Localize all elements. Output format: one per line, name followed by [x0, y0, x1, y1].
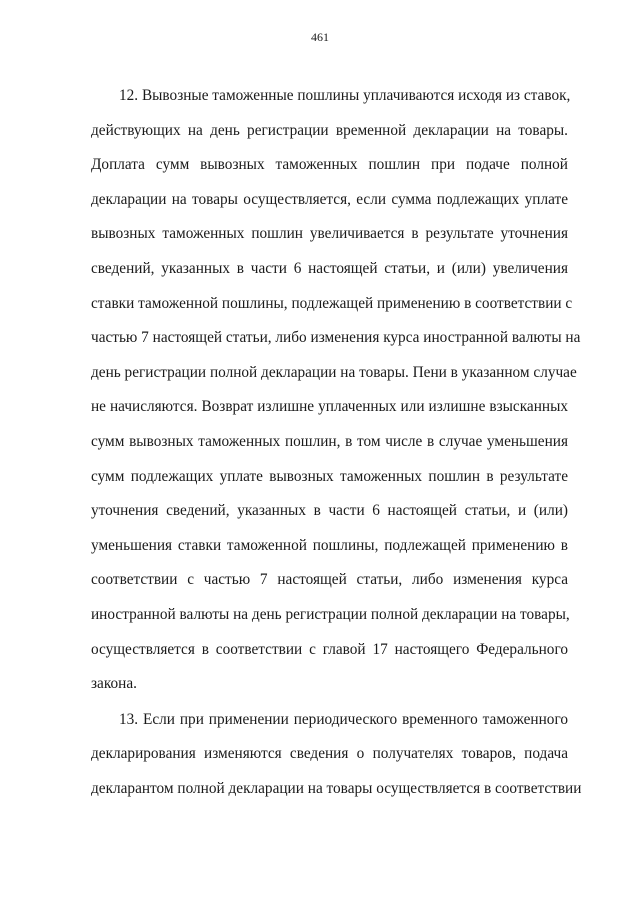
text-line: день регистрации полной декларации на товары. Пени в указанном случае: [91, 363, 577, 381]
text-line: ставки таможенной пошлины, подлежащей применению в соответствии с: [91, 294, 573, 312]
text-line: соответствии с частью 7 настоящей статьи, либо изменения курса: [91, 571, 568, 589]
text-line: декларантом полной декларации на товары осуществляется в соответствии: [91, 779, 582, 797]
paragraph-12: [91, 79, 581, 702]
text-line: уточнения сведений, указанных в части 6 настоящей статьи, и (или): [91, 502, 568, 520]
text-line: сумм подлежащих уплате вывозных таможенных пошлин в результате: [91, 467, 568, 485]
text-line: закона.: [91, 675, 137, 693]
text-line: действующих на день регистрации временной декларации на товары.: [91, 121, 568, 139]
text-line: вывозных таможенных пошлин увеличивается в результате уточнения: [91, 225, 568, 243]
text-line: сведений, указанных в части 6 настоящей статьи, и (или) увеличения: [91, 259, 568, 277]
text-line: декларирования изменяются сведения о получателях товаров, подача: [91, 745, 568, 763]
text-line: Доплата сумм вывозных таможенных пошлин при подаче полной: [91, 156, 568, 174]
paragraph-13: [91, 703, 582, 807]
text-line: осуществляется в соответствии с главой 17 настоящего Федерального: [91, 640, 568, 658]
text-line: частью 7 настоящей статьи, либо изменения курса иностранной валюты на: [91, 329, 581, 347]
page-number: 461: [311, 30, 329, 44]
text-line: сумм вывозных таможенных пошлин, в том числе в случае уменьшения: [91, 432, 568, 450]
text-line: иностранной валюты на день регистрации полной декларации на товары,: [91, 605, 570, 623]
document-body: [91, 79, 582, 806]
text-line: декларации на товары осуществляется, если сумма подлежащих уплате: [91, 190, 568, 208]
text-line: уменьшения ставки таможенной пошлины, подлежащей применению в: [91, 536, 568, 554]
text-line: 13. Если при применении периодического временного таможенного: [119, 710, 568, 728]
text-line: не начисляются. Возврат излишне уплаченных или излишне взысканных: [91, 398, 568, 416]
text-line: 12. Вывозные таможенные пошлины уплачиваются исходя из ставок,: [119, 87, 571, 104]
